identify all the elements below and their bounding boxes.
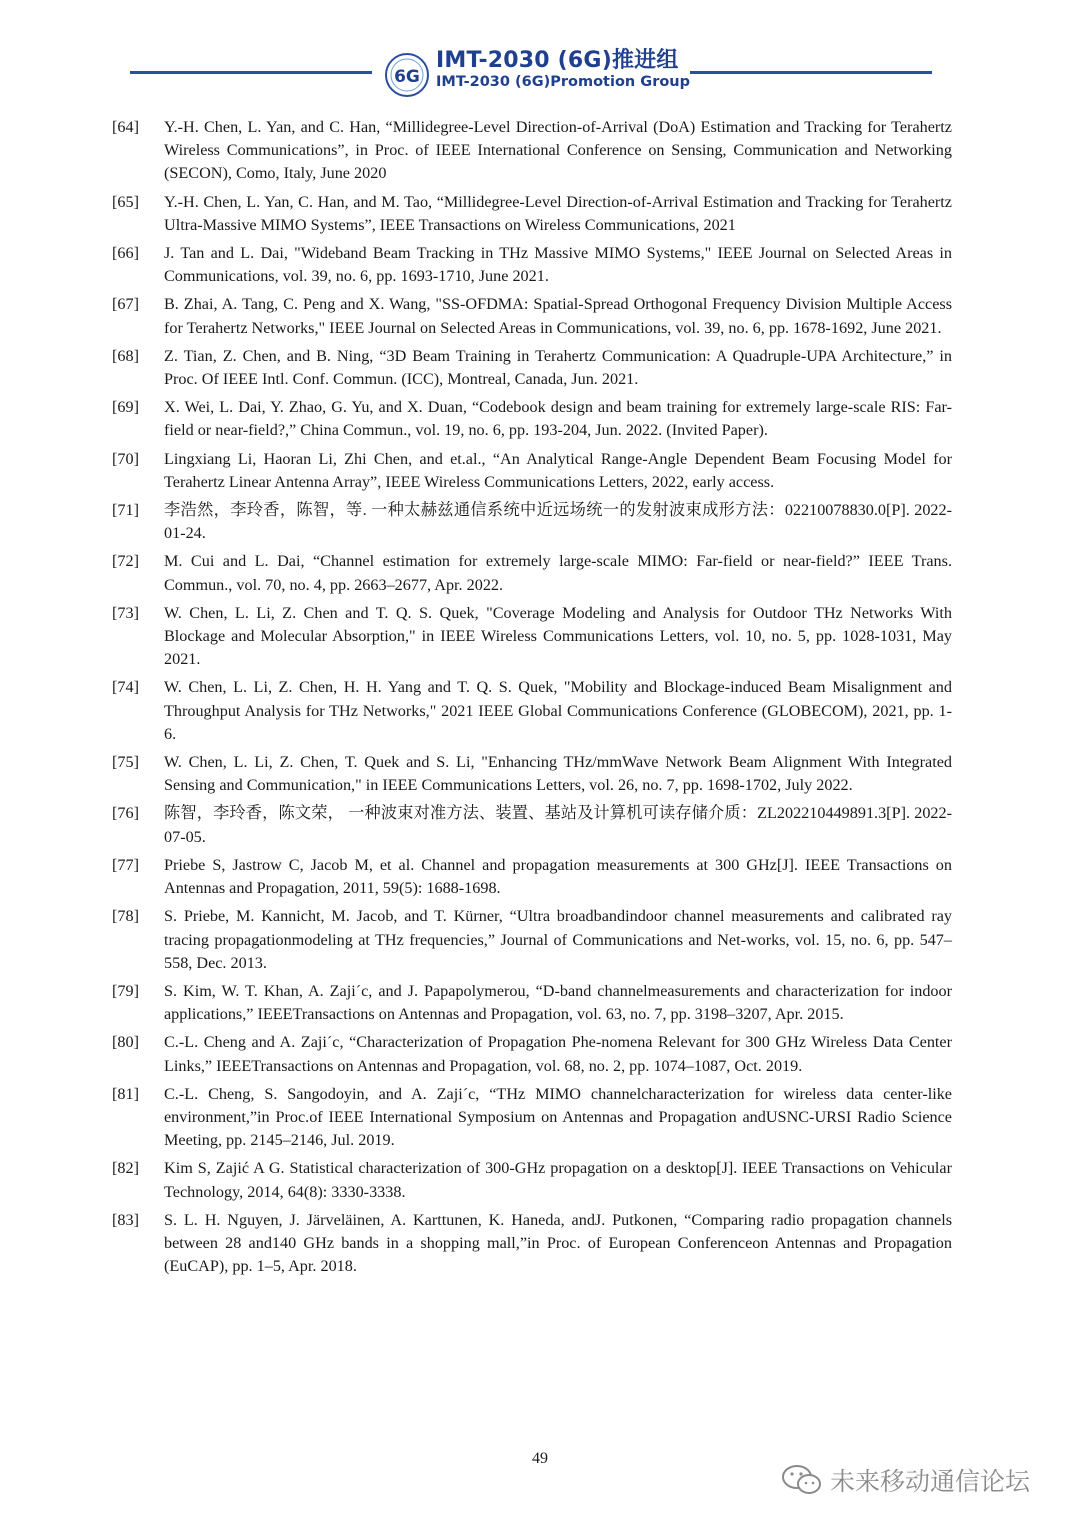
reference-number: [72] <box>112 552 139 571</box>
reference-number: [78] <box>112 907 139 926</box>
logo-text: 6G <box>394 67 420 87</box>
reference-number: [82] <box>112 1159 139 1178</box>
reference-number: [67] <box>112 295 139 314</box>
reference-number: [73] <box>112 603 139 622</box>
reference-number: [69] <box>112 398 139 417</box>
reference-text: C.-L. Cheng, S. Sangodoyin, and A. Zaji´c, “THz MIMO channelcharacterization for wireless data center-like environment,”in Proc.of IEEE International Symposium on Antennas and Propagation andUSNC-URSI Radio Science Meeting, pp. 2145–2146, Jul. 2019. <box>164 1084 952 1150</box>
reference-item <box>112 550 952 596</box>
page-number: 49 <box>532 1450 548 1467</box>
reference-item <box>112 1157 952 1203</box>
reference-item <box>112 602 952 672</box>
reference-number: [83] <box>112 1210 139 1229</box>
reference-text: B. Zhai, A. Tang, C. Peng and X. Wang, "SS-OFDMA: Spatial-Spread Orthogonal Frequency Division Multiple Access for Terahertz Networks," IEEE Journal on Selected Areas in Communications, vol. 39, no. 6, pp. 1678-1692, June 2021. <box>164 295 952 337</box>
reference-text: 李浩然，李玲香，陈智，等. 一种太赫兹通信系统中近远场统一的发射波束成形方法：02210078830.0[P]. 2022-01-24. <box>164 501 952 543</box>
reference-text: M. Cui and L. Dai, “Channel estimation for extremely large-scale MIMO: Far-field or near-field?” IEEE Trans. Commun., vol. 70, no. 4, pp. 2663–2677, Apr. 2022. <box>164 552 952 594</box>
reference-item <box>112 905 952 975</box>
reference-text: C.-L. Cheng and A. Zaji´c, “Characterization of Propagation Phe-nomena Relevant for 300 GHz Wireless Data Center Links,” IEEETransactions on Antennas and Propagation, vol. 68, no. 2, pp. 1074–1087, Oct. 2019. <box>164 1033 952 1075</box>
reference-number: [80] <box>112 1033 139 1052</box>
header-title-en: IMT-2030 (6G)Promotion Group <box>436 74 691 90</box>
reference-number: [79] <box>112 981 139 1000</box>
reference-number: [66] <box>112 244 139 263</box>
reference-number: [81] <box>112 1084 139 1103</box>
header-rule-left <box>130 71 372 74</box>
header-title-cn: IMT-2030 (6G)推进组 <box>436 48 679 73</box>
reference-text: S. Priebe, M. Kannicht, M. Jacob, and T. Kürner, “Ultra broadbandindoor channel measurements and calibrated ray tracing propagationmodeling at THz frequencies,” Journal of Communications and Net-works, vol. 15, no. 6, pp. 547–558, Dec. 2013. <box>164 907 952 972</box>
reference-item <box>112 1209 952 1279</box>
header-rule-right <box>690 71 932 74</box>
reference-number: [75] <box>112 753 139 772</box>
reference-number: [64] <box>112 118 139 136</box>
reference-text: J. Tan and L. Dai, "Wideband Beam Tracking in THz Massive MIMO Systems," IEEE Journal on Selected Areas in Communications, vol. 39, no. 6, pp. 1693-1710, June 2021. <box>164 244 952 286</box>
reference-text: W. Chen, L. Li, Z. Chen and T. Q. S. Quek, "Coverage Modeling and Analysis for Outdoor THz Networks With Blockage and Molecular Absorption," in IEEE Wireless Communications Letters, vol. 10, no. 5, pp. 1028-1031, May 2021. <box>164 603 952 669</box>
reference-text: W. Chen, L. Li, Z. Chen, T. Quek and S. Li, "Enhancing THz/mmWave Network Beam Alignment With Integrated Sensing and Communication," in IEEE Communications Letters, vol. 26, no. 7, pp. 1698-1702, July 2022. <box>164 753 952 795</box>
header-brand <box>436 50 690 90</box>
reference-text: X. Wei, L. Dai, Y. Zhao, G. Yu, and X. Duan, “Codebook design and beam training for extremely large-scale RIS: Far-field or near-field?,” China Commun., vol. 19, no. 6, pp. 193-204, Jun. 2022. (Invited Paper). <box>164 398 952 440</box>
reference-number: [65] <box>112 192 139 211</box>
reference-item <box>112 676 952 746</box>
reference-text: Y.-H. Chen, L. Yan, and C. Han, “Millidegree-Level Direction-of-Arrival (DoA) Estimation and Tracking for Terahertz Wireless Communications”, in Proc. of IEEE International Conference on Sensing, Communication and Networking (SECON), Como, Italy, June 2020 <box>164 118 952 183</box>
watermark <box>780 1460 1030 1500</box>
reference-item <box>112 242 952 288</box>
reference-text: 陈智，李玲香，陈文荣， 一种波束对准方法、装置、基站及计算机可读存储介质：ZL202210449891.3[P]. 2022-07-05. <box>164 804 952 846</box>
reference-item <box>112 1083 952 1153</box>
reference-number: [71] <box>112 501 139 520</box>
reference-text: Z. Tian, Z. Chen, and B. Ning, “3D Beam Training in Terahertz Communication: A Quadruple-UPA Architecture,” in Proc. Of IEEE Intl. Conf. Commun. (ICC), Montreal, Canada, Jun. 2021. <box>164 346 952 389</box>
reference-number: [74] <box>112 678 139 697</box>
reference-number: [68] <box>112 346 139 365</box>
reference-item <box>112 1031 952 1077</box>
reference-item <box>112 802 952 848</box>
reference-text: S. L. H. Nguyen, J. Järveläinen, A. Karttunen, K. Haneda, andJ. Putkonen, “Comparing radio propagation channels between 28 and140 GHz bands in a shopping mall,”in Proc. of European Conferenceon Antennas and Propagation (EuCAP), pp. 1–5, Apr. 2018. <box>164 1210 952 1276</box>
reference-text: Y.-H. Chen, L. Yan, C. Han, and M. Tao, “Millidegree-Level Direction-of-Arrival Estimation and Tracking for Terahertz Ultra-Massive MIMO Systems”, IEEE Transactions on Wireless Communications, 2021 <box>164 192 952 234</box>
reference-number: [77] <box>112 855 139 874</box>
reference-text: Priebe S, Jastrow C, Jacob M, et al. Channel and propagation measurements at 300 GHz[J]. IEEE Transactions on Antennas and Propagation, 2011, 59(5): 1688-1698. <box>164 855 952 898</box>
page-header <box>0 46 1080 102</box>
reference-item <box>112 751 952 797</box>
reference-item <box>112 293 952 339</box>
reference-item <box>112 396 952 442</box>
reference-text: Lingxiang Li, Haoran Li, Zhi Chen, and et.al., “An Analytical Range-Angle Dependent Beam Focusing Model for Terahertz Linear Antenna Array”, IEEE Wireless Communications Letters, 2022, early access. <box>164 449 952 491</box>
reference-item <box>112 191 952 237</box>
imt2030-logo-icon <box>384 52 430 98</box>
reference-item <box>112 499 952 545</box>
reference-text: Kim S, Zajić A G. Statistical characterization of 300-GHz propagation on a desktop[J]. IEEE Transactions on Vehicular Technology, 2014, 64(8): 3330-3338. <box>164 1159 952 1201</box>
reference-item <box>112 448 952 494</box>
reference-list <box>112 116 952 1283</box>
wechat-icon <box>780 1462 824 1498</box>
reference-text: S. Kim, W. T. Khan, A. Zaji´c, and J. Papapolymerou, “D-band channelmeasurements and characterization for indoor applications,” IEEETransactions on Antennas and Propagation, vol. 63, no. 7, pp. 3198–3207, Apr. 2015. <box>164 981 952 1024</box>
reference-item <box>112 116 952 186</box>
reference-item <box>112 345 952 391</box>
reference-number: [76] <box>112 804 139 823</box>
reference-item <box>112 854 952 900</box>
watermark-text: 未来移动通信论坛 <box>830 1467 1031 1496</box>
reference-text: W. Chen, L. Li, Z. Chen, H. H. Yang and T. Q. S. Quek, "Mobility and Blockage-induced Beam Misalignment and Throughput Analysis for THz Networks," 2021 IEEE Global Communications Conference (GLOBECOM), 2021, pp. 1-6. <box>164 678 952 743</box>
reference-item <box>112 980 952 1026</box>
reference-number: [70] <box>112 449 139 468</box>
